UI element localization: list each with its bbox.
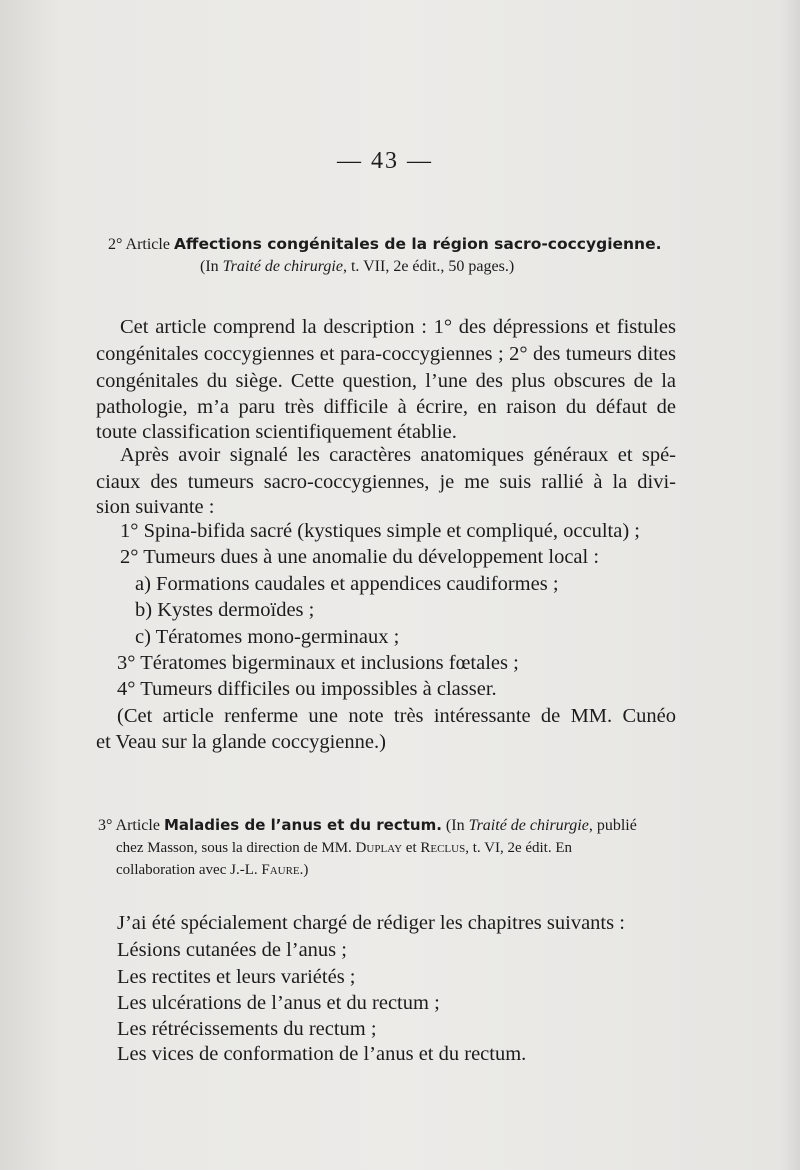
paragraph-2-line: ciaux des tumeurs sacro-coccygiennes, je me suis rallié à la divi- [96, 471, 676, 493]
note-line: et Veau sur la glande coccygienne.) [96, 731, 386, 753]
paragraph-1-line: pathologie, m’a paru très difficile à écrire, en raison du défaut de [96, 396, 676, 418]
classification-subitem: b) Kystes dermoïdes ; [135, 599, 315, 621]
article-2-heading [108, 235, 661, 254]
article-3-work-title: Traité de chirurgie [468, 817, 589, 834]
classification-item: 2° Tumeurs dues à une anomalie du développement local : [120, 546, 600, 568]
article-3-reference: collaboration avec J.-L. Faure.) [116, 862, 309, 878]
article-3-prefix: 3° Article [98, 817, 164, 834]
classification-item: 1° Spina-bifida sacré (kystiques simple et compliqué, occulta) ; [120, 520, 640, 542]
paragraph-1-line: congénitales du siège. Cette question, l’une des plus obscures de la [96, 370, 676, 392]
paragraph-1-line: toute classification scientifiquement établie. [96, 421, 457, 443]
chapter-item: Les ulcérations de l’anus et du rectum ; [117, 992, 440, 1014]
paragraph-1-line: congénitales coccygiennes et para-coccygiennes ; 2° des tumeurs dites [96, 343, 676, 365]
author-name: Reclus [420, 840, 466, 856]
paragraph-1-line: Cet article comprend la description : 1° des dépressions et fistules [120, 316, 676, 338]
chapter-item: Les rétrécissements du rectum ; [117, 1018, 377, 1040]
paragraph-2-line: sion suivante : [96, 496, 215, 518]
author-name: Faure [261, 862, 300, 878]
classification-item: 4° Tumeurs difficiles ou impossibles à classer. [117, 678, 497, 700]
author-name: Duplay [355, 840, 403, 856]
article-3-reference: chez Masson, sous la direction de MM. Duplay et Reclus, t. VI, 2e édit. En [116, 840, 573, 856]
chapter-item: Les rectites et leurs variétés ; [117, 966, 356, 988]
article-2-title: Affections congénitales de la région sacro-coccygienne. [173, 235, 662, 253]
article-2-reference: (In Traité de chirurgie, t. VII, 2e édit., 50 pages.) [200, 258, 515, 275]
note-line: (Cet article renferme une note très intéressante de MM. Cunéo [117, 705, 676, 727]
article-3-title: Maladies de l’anus et du rectum. [163, 816, 442, 834]
chapters-intro: J’ai été spécialement chargé de rédiger les chapitres suivants : [117, 912, 625, 934]
article-2-work-title: Traité de chirurgie [222, 258, 343, 275]
article-3-heading: 3° Article Maladies de l’anus et du rectum. (In Traité de chirurgie, publié [98, 816, 637, 834]
chapter-item: Les vices de conformation de l’anus et du rectum. [117, 1043, 527, 1065]
paragraph-2-line: Après avoir signalé les caractères anatomiques généraux et spé- [120, 444, 676, 466]
article-2-prefix: 2° Article [108, 236, 174, 253]
classification-subitem: c) Tératomes mono-germinaux ; [135, 626, 400, 648]
classification-item: 3° Tératomes bigerminaux et inclusions fœtales ; [117, 652, 519, 674]
page-number: — 43 — [337, 148, 433, 174]
classification-subitem: a) Formations caudales et appendices caudiformes ; [135, 573, 559, 595]
chapter-item: Lésions cutanées de l’anus ; [117, 939, 347, 961]
